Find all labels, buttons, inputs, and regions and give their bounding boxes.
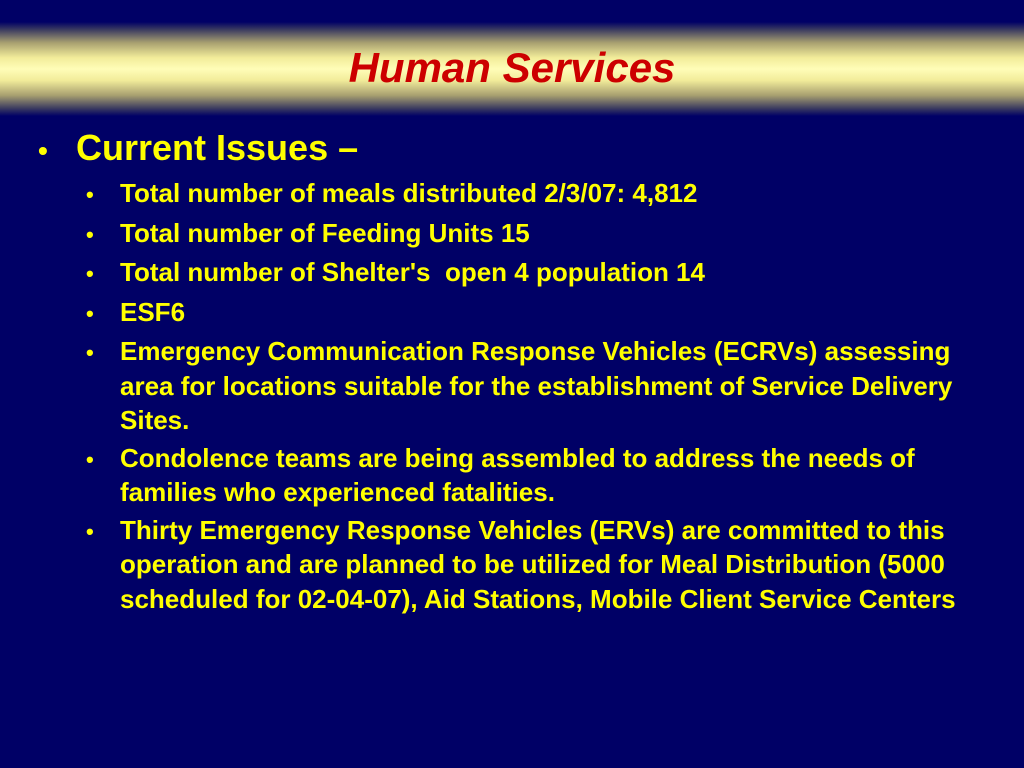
list-item-text: Condolence teams are being assembled to address the needs of families who experienced fatalities. [120, 442, 922, 507]
main-bullet [38, 126, 988, 173]
list-item-text: Total number of meals distributed 2/3/07: 4,812 [120, 178, 698, 208]
bullet-icon: • [86, 261, 94, 286]
bullet-icon: • [38, 135, 48, 166]
bullet-icon: • [86, 518, 94, 544]
bullet-icon: • [86, 182, 94, 207]
sub-bullet-list [38, 176, 988, 616]
list-item-text: Total number of Shelter's open 4 population 14 [120, 257, 705, 287]
list-item [86, 255, 988, 292]
bullet-icon: • [86, 340, 94, 365]
list-item [86, 176, 988, 213]
bullet-icon: • [86, 300, 94, 326]
main-bullet-text: Current Issues – [76, 127, 359, 168]
list-item [86, 295, 988, 332]
bullet-icon: • [86, 221, 94, 247]
list-item-text: ESF6 [120, 296, 186, 327]
slide-content [38, 126, 988, 619]
slide-title: Human Services [348, 44, 676, 91]
list-item [86, 334, 988, 438]
list-item-text: Thirty Emergency Response Vehicles (ERVs) are committed to this operation and are planned to be utilized for Meal Distribution (5000 scheduled for 02-04-07), Aid Stations, Mobile Client Service Centers [120, 514, 956, 614]
list-item-text: Total number of Feeding Units 15 [120, 217, 530, 248]
list-item [86, 216, 988, 253]
list-item [86, 441, 988, 510]
bullet-icon: • [86, 446, 94, 472]
list-item [86, 513, 988, 617]
list-item-text: Emergency Communication Response Vehicles (ECRVs) assessing area for locations suitable for the establishment of Service Delivery Sites. [120, 336, 960, 435]
